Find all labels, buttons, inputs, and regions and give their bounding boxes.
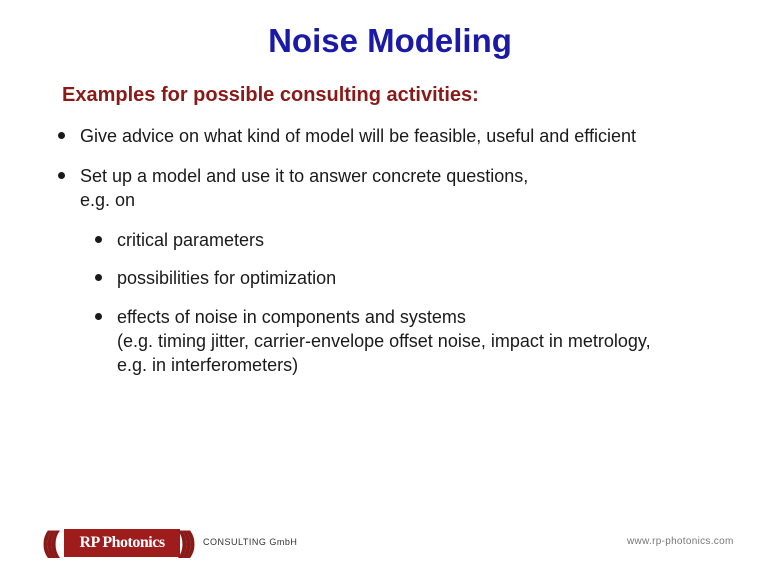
- bullet-icon: [58, 172, 65, 179]
- bullet-text: Give advice on what kind of model will be feasible, useful and efficient: [80, 126, 636, 146]
- sub-bullet-text: effects of noise in components and systems: [117, 307, 466, 327]
- logo-brackets-left: (((: [42, 526, 54, 559]
- sub-bullet-text: e.g. in interferometers): [117, 355, 299, 375]
- bullet-item: [80, 164, 528, 212]
- page-title: Noise Modeling: [268, 22, 512, 59]
- bullet-icon: [95, 236, 102, 243]
- bullet-icon: [58, 132, 65, 139]
- sub-bullet-text: critical parameters: [117, 230, 265, 250]
- consulting-label: CONSULTING GmbH: [203, 537, 298, 547]
- sub-bullet-item: [117, 228, 264, 252]
- sub-bullet-item: [117, 266, 336, 290]
- sub-bullet-text: possibilities for optimization: [117, 268, 337, 288]
- website-url: www.rp-photonics.com: [627, 536, 734, 547]
- company-logo: RP Photonics: [64, 529, 180, 557]
- sub-bullet-item: [117, 305, 651, 377]
- bullet-text: e.g. on: [80, 190, 136, 210]
- bullet-text: Set up a model and use it to answer concrete questions,: [80, 166, 529, 186]
- section-subtitle: Examples for possible consulting activities:: [62, 84, 479, 106]
- footer: [0, 520, 780, 562]
- bullet-item: [80, 124, 636, 148]
- bullet-icon: [95, 313, 102, 320]
- sub-bullet-text: (e.g. timing jitter, carrier-envelope offset noise, impact in metrology,: [117, 331, 651, 351]
- logo-brackets-right: ))): [178, 526, 190, 559]
- bullet-icon: [95, 274, 102, 281]
